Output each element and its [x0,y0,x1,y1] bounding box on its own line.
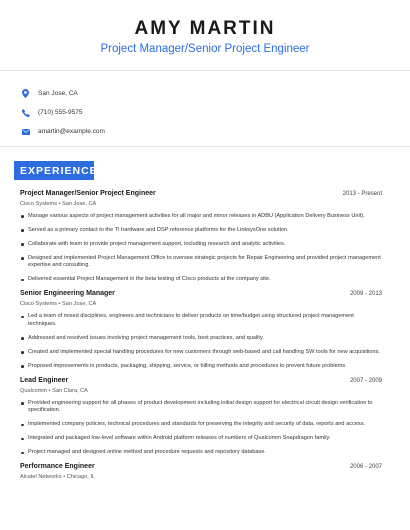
job-entry [20,290,382,370]
phone-text: (710) 555-9575 [38,109,83,116]
job-company: Cisco Systems • San Jose, CA [20,201,97,207]
job-company: Qualcomm • San Clara, CA [20,387,88,394]
email-icon [22,129,38,135]
job-header [20,377,382,387]
job-bullet: Collaborate with team to provide project management support, including research and analytic activities. [20,241,382,248]
contact-block [22,84,105,141]
job-bullet: Served as a primary contact to the TI hardware and DSP reference platforms for the LinksysOne solution. [20,227,382,234]
contact-phone [22,103,105,122]
job-title: Senior Engineering Manager [20,290,115,298]
candidate-title: Project Manager/Senior Project Engineer [100,43,310,55]
job-entry [20,463,382,484]
job-bullet: Project managed and designed online method and procedure requests and repository database. [20,449,382,456]
job-bullet: Provided engineering support for all phases of product development including initial design support for electrical circuit design verification to specification. [20,400,382,415]
contact-email [22,122,105,141]
job-header [20,290,382,300]
job-header [20,463,382,473]
job-bullet-list [20,400,382,457]
resume-header [0,0,410,56]
job-bullet: Led a team of mixed disciplines, engineers and technicians to deliver products on time/budget using structured project management techniques. [20,313,382,328]
job-bullet: Addressed and resolved issues involving project management tools, best practices, and quality. [20,335,382,342]
job-dates: 2009 - 2013 [349,291,382,298]
location-pin-icon [22,89,38,98]
job-title: Project Manager/Senior Project Engineer [20,190,156,197]
email-text: amartin@example.com [38,128,105,135]
job-title: Performance Engineer [20,463,95,471]
job-dates: 2013 - Present [342,191,382,197]
job-bullet: Created and implemented special handling procedures for new customers through web-based and call handling SW tools for new acquisitions. [20,349,382,356]
job-dates: 2006 - 2007 [349,464,382,471]
section-heading-experience: EXPERIENCE [14,161,94,180]
job-bullet: Manage various aspects of project management activities for all major and minor releases in ADBU (Application Delivery Business Unit). [20,213,382,220]
job-company: Alcatel Networks • Chicago, IL [20,474,96,481]
job-header [20,190,382,200]
job-bullet: Delivered essential Project Management in the beta testing of Cisco products at the company site. [20,276,382,283]
job-company: Cisco Systems • San Jose, CA [20,301,97,308]
header-divider [0,70,410,71]
job-bullet-list [20,213,382,284]
job-title: Lead Engineer [20,376,69,384]
job-dates: 2007 - 2009 [349,377,382,384]
job-bullet: Designed and implemented Project Management Office to oversee strategic projects for Repair Engineering and provided project management expertise and consulting. [20,255,382,270]
job-bullet-list [20,313,382,370]
job-entry [20,377,382,457]
location-text: San Jose, CA [38,90,78,97]
candidate-name: AMY MARTIN [134,18,276,39]
experience-list [20,190,382,488]
contact-divider [0,146,410,147]
contact-location [22,84,105,103]
job-bullet: Integrated and packaged low-level software within Android platform releases of numbers of Qualcomm Snapdragon family. [20,435,382,442]
job-entry [20,190,382,284]
job-bullet: Implemented company policies, technical procedures and standards for preserving the integrity and security of data, reports and access. [20,421,382,428]
phone-icon [22,109,38,117]
job-bullet: Proposed improvements in products, packaging, shipping, service, or billing methods and procedures to prevent future problems. [20,363,382,370]
